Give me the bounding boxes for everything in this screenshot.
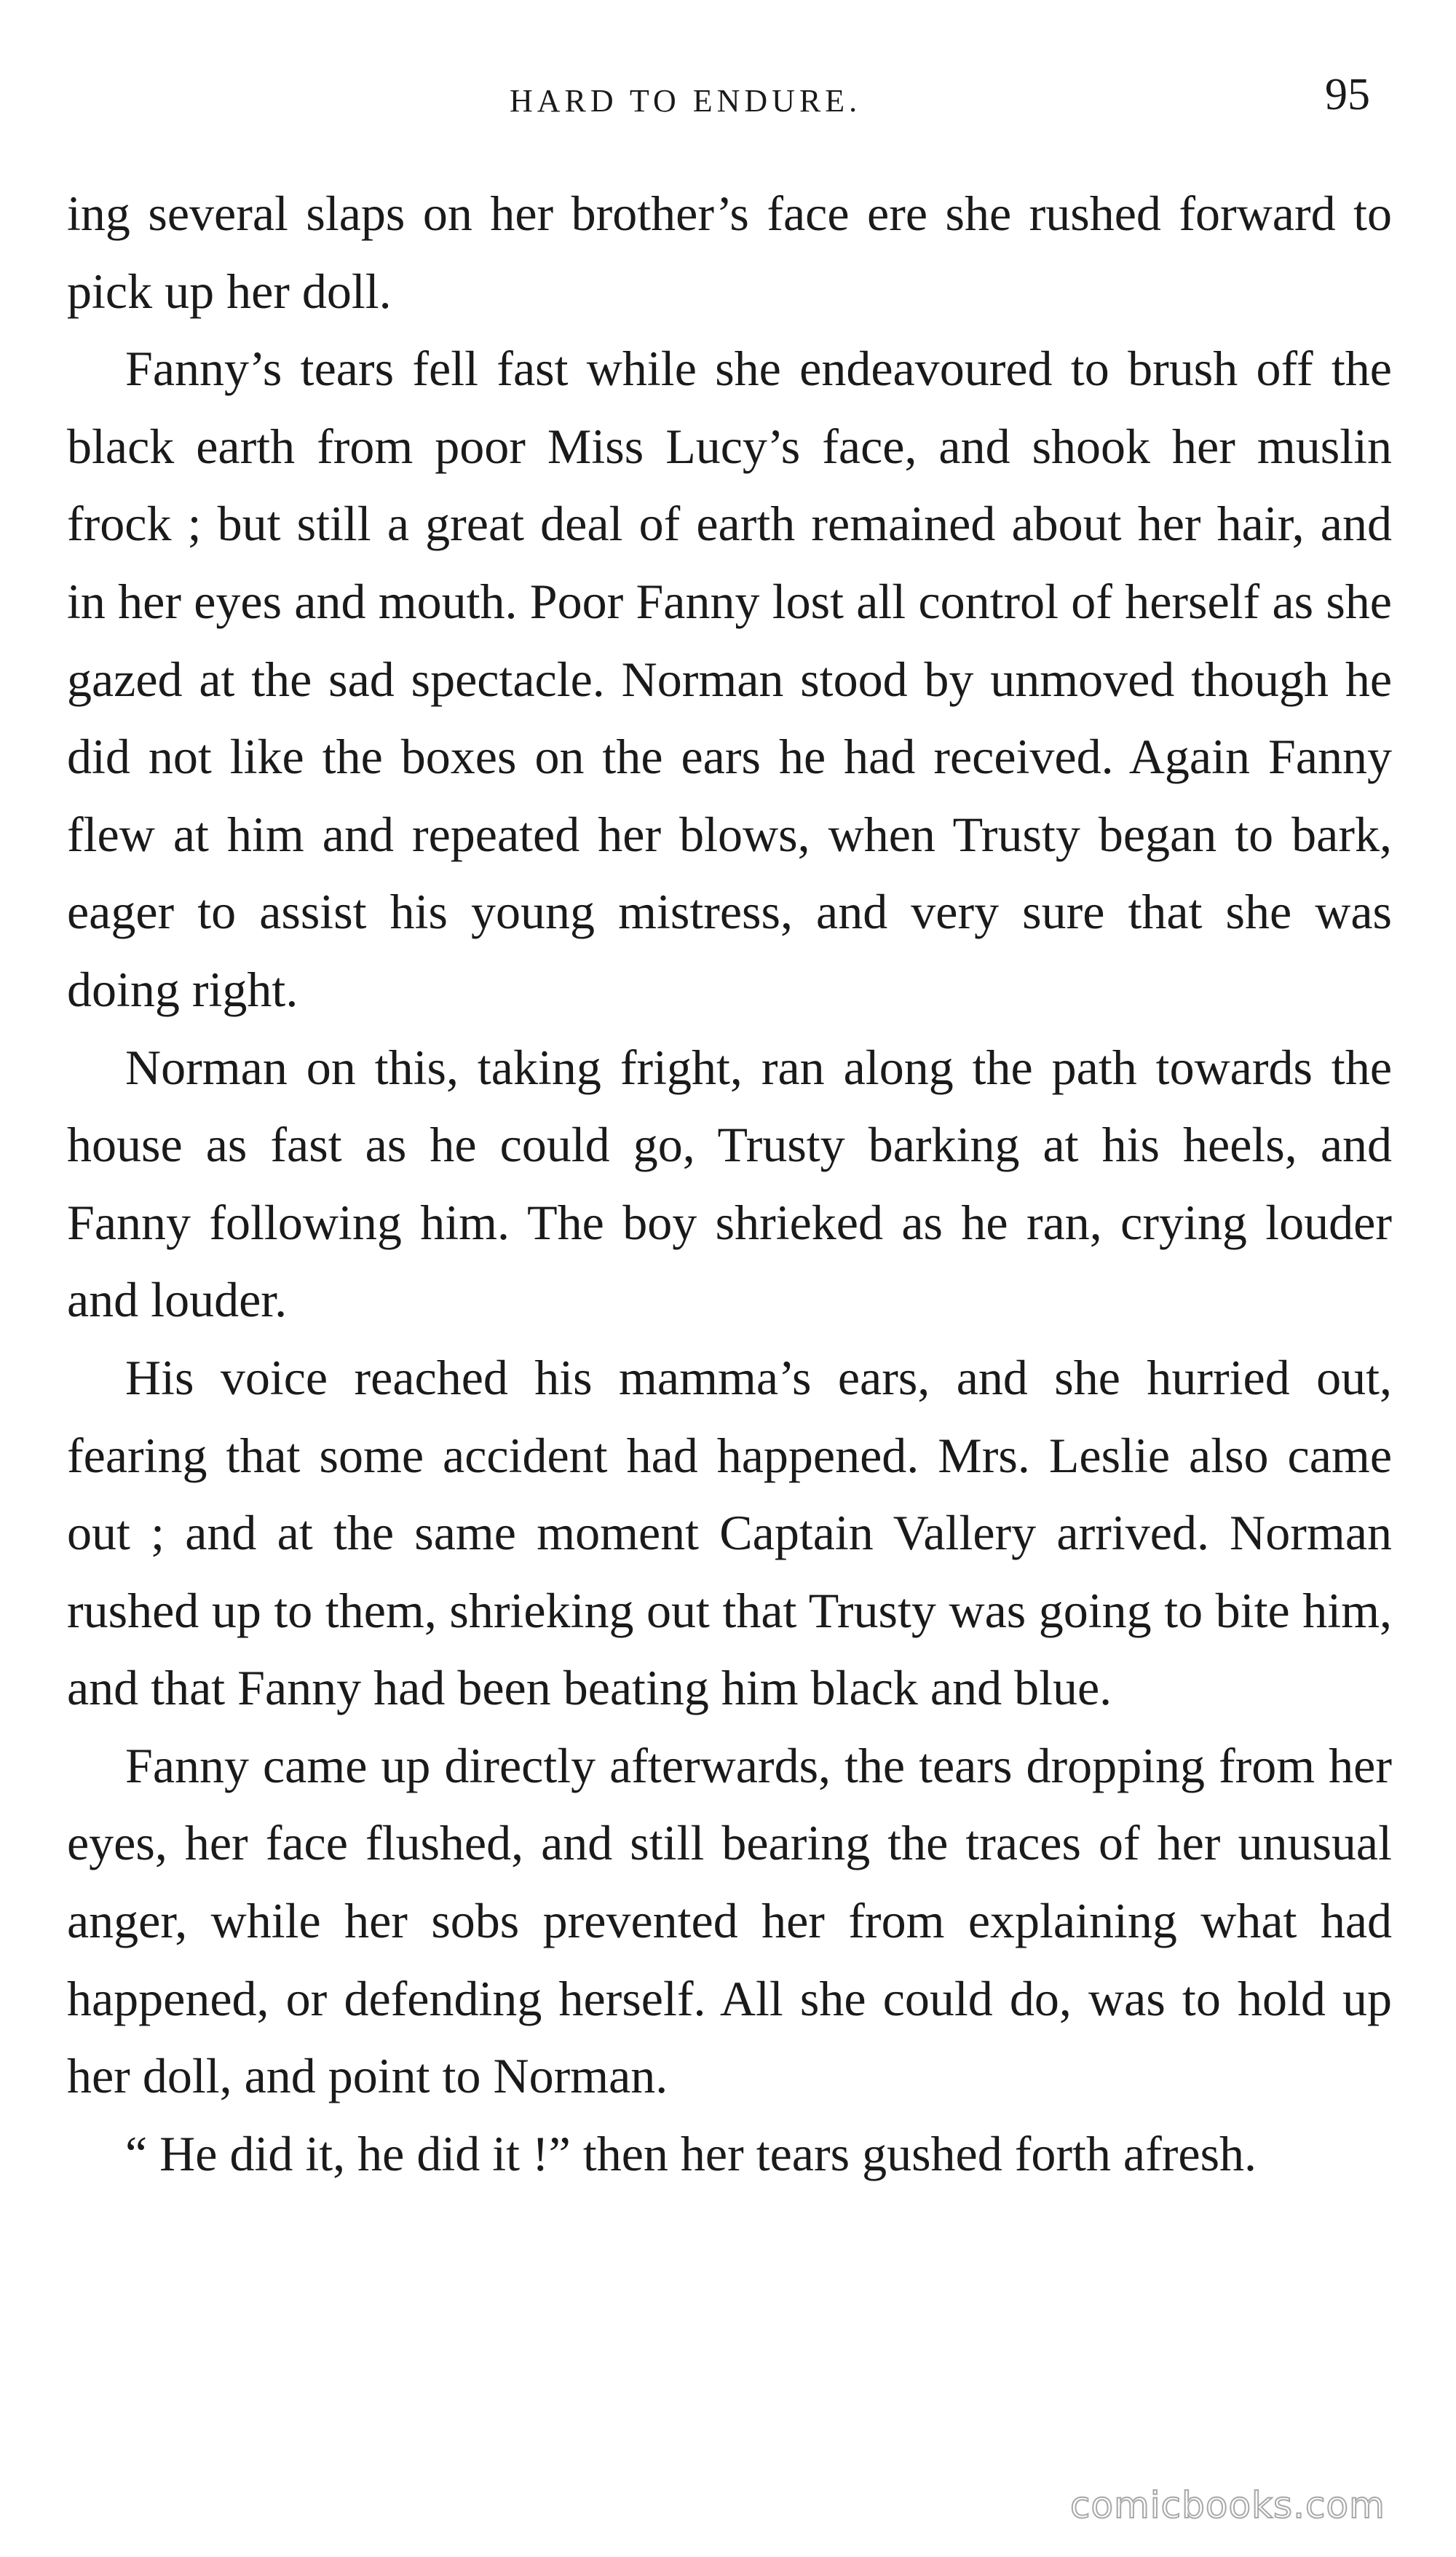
paragraph: Fanny’s tears fell fast while she endeavoured to brush off the black earth from poor Miss Lucy’s face, and shook her muslin frock ; but still a great deal of earth remained about her hair, and in her eyes and mouth. Poor Fanny lost all control of herself as she gazed at the sad spectacle. Norman stood by unmoved though he did not like the boxes on the ears he had received. Again Fanny flew at him and repeated her blows, when Trusty began to bark, eager to assist his young mistress, and very sure that she was doing right. — [67, 341, 1392, 1017]
running-head — [0, 69, 1456, 127]
paragraph: “ He did it, he did it !” then her tears gushed forth afresh. — [125, 2125, 1257, 2181]
paragraph: His voice reached his mamma’s ears, and she hurried out, fearing that some accident had happened. Mrs. Leslie also came out ; and at the same moment Captain Vallery arrived. Norman rushed up to them, shrieking out that Trusty was going to bite him, and that Fanny had been beating him black and blue. — [67, 1349, 1392, 1716]
running-title: HARD TO ENDURE. — [510, 83, 862, 119]
paragraph: Norman on this, taking fright, ran along the path towards the house as fast as he could go, Trusty barking at his heels, and Fanny following him. The boy shrieked as he ran, crying louder and louder. — [67, 1039, 1392, 1328]
paragraph: Fanny came up directly afterwards, the tears dropping from her eyes, her face flushed, and still bearing the traces of her unusual anger, while her sobs prevented her from explaining what had happened, or defending herself. All she could do, was to hold up her doll, and point to Norman. — [67, 1737, 1392, 2104]
paragraph-continuation: ing several slaps on her brother’s face ere she rushed forward to pick up her doll. — [67, 186, 1392, 319]
body-text — [67, 175, 1392, 2192]
page-number: 95 — [1325, 70, 1370, 119]
watermark: comicbooks.com — [1070, 2484, 1385, 2526]
